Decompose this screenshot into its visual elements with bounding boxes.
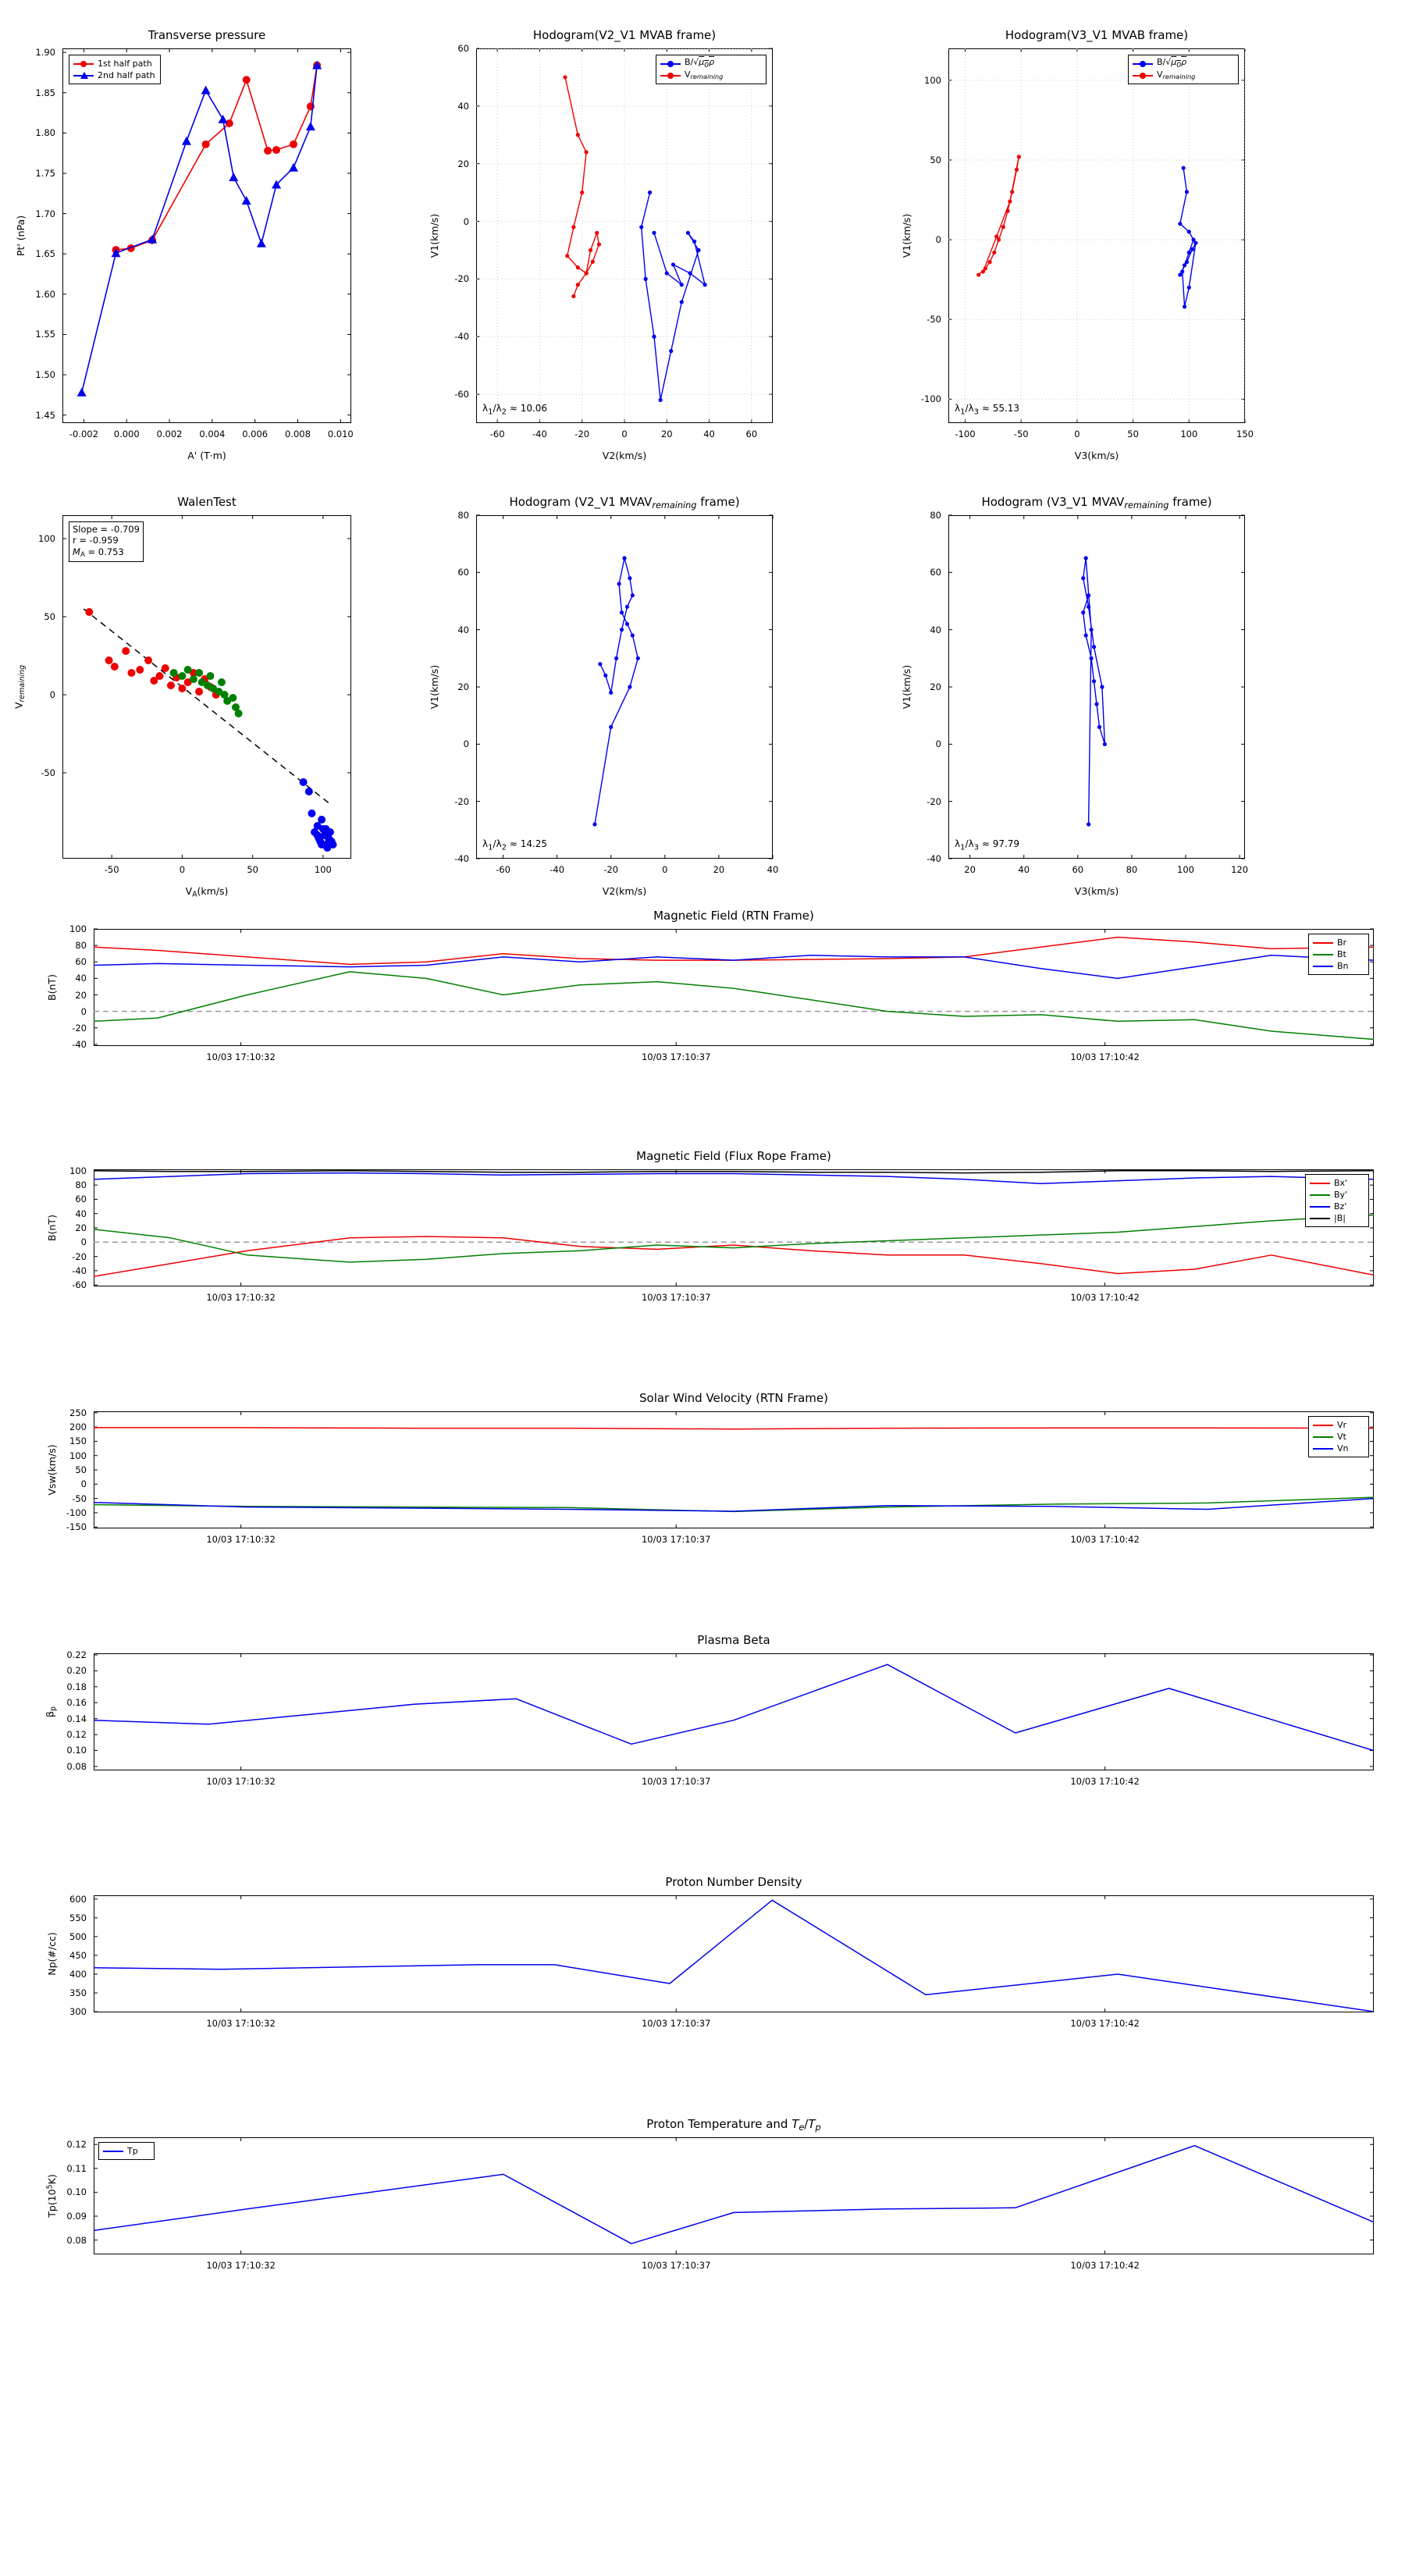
x-tick-label: 100	[314, 864, 332, 875]
y-tick-label: 0	[49, 689, 55, 700]
y-tick-label: 1.80	[35, 127, 55, 139]
x-tick-label: -40	[532, 429, 547, 439]
legend-label: Bn	[1337, 961, 1349, 971]
y-tick-label: 40	[75, 973, 87, 984]
x-axis-label-hodogram_v2v1_mvav: V2(km/s)	[602, 885, 647, 897]
y-tick-label: 60	[75, 956, 87, 968]
y-tick-label: -20	[454, 795, 469, 807]
y-tick-label: 40	[457, 624, 469, 635]
x-tick-label: 0.004	[199, 429, 226, 439]
legend-label: Bt	[1337, 949, 1346, 959]
x-axis-label-walen: $V_A(km/s)$	[185, 885, 229, 899]
y-tick-label: 60	[457, 567, 469, 578]
y-tick-label: 250	[69, 1407, 87, 1418]
chart-title-proton_temperature: Proton Temperature and $T_e/T_p$	[646, 2117, 821, 2133]
y-tick-label: -20	[927, 795, 941, 807]
y-tick-label: 400	[69, 1968, 87, 1980]
chart-title-transverse_pressure: Transverse pressure	[148, 28, 266, 42]
y-tick-label: 0.18	[66, 1681, 87, 1692]
x-tick-label: 40	[1018, 864, 1030, 875]
annotation-hodogram_v3v1_mvab: $\lambda_1/\lambda_3 \approx 55.13$	[955, 403, 1020, 417]
chart-title-plasma_beta: Plasma Beta	[697, 1633, 770, 1647]
x-tick-label: 10/03 17:10:32	[206, 1292, 276, 1303]
y-axis-label-walen: $V_{remaining}$	[12, 664, 27, 710]
x-axis-label-hodogram_v2v1_mvab: V2(km/s)	[602, 450, 647, 461]
y-axis-label-solar_wind_velocity: Vsw(km/s)	[46, 1444, 58, 1496]
y-tick-label: -50	[72, 1493, 87, 1504]
y-tick-label: 20	[457, 158, 469, 169]
x-tick-label: 20	[964, 864, 976, 875]
y-axis-label-proton_temperature: $Tp(10^5K)$	[45, 2174, 58, 2218]
x-tick-label: 10/03 17:10:32	[206, 1776, 276, 1787]
y-tick-label: -100	[66, 1507, 87, 1518]
y-tick-label: -100	[920, 393, 941, 405]
walen-stat: r = -0.959	[73, 535, 119, 546]
y-tick-label: -40	[72, 1038, 87, 1050]
chart-title-walen: WalenTest	[177, 495, 237, 509]
y-tick-label: 100	[69, 1165, 87, 1176]
y-tick-label: 0.08	[66, 1760, 87, 1772]
y-tick-label: -40	[72, 1265, 87, 1276]
x-tick-label: 10/03 17:10:42	[1070, 1292, 1140, 1303]
y-tick-label: 1.75	[35, 168, 55, 179]
x-tick-label: -100	[955, 429, 976, 439]
x-tick-label: 10/03 17:10:37	[641, 2260, 711, 2271]
x-tick-label: 10/03 17:10:32	[206, 2260, 276, 2271]
y-tick-label: 20	[75, 989, 87, 1001]
annotation-hodogram_v2v1_mvav: $\lambda_1/\lambda_2 \approx 14.25$	[482, 838, 548, 852]
y-tick-label: 0	[80, 1005, 87, 1017]
y-tick-label: 60	[930, 567, 941, 578]
legend-label: $V_{remaining}$	[685, 69, 724, 81]
x-tick-label: 0.006	[242, 429, 269, 439]
y-tick-label: 200	[69, 1421, 87, 1433]
x-tick-label: -50	[1013, 429, 1029, 439]
legend-label: |B|	[1334, 1213, 1346, 1223]
y-tick-label: 0	[463, 215, 469, 227]
y-tick-label: 50	[930, 154, 941, 165]
x-axis-label-hodogram_v3v1_mvab: V3(km/s)	[1074, 450, 1119, 461]
y-tick-label: 1.65	[35, 248, 55, 260]
y-tick-label: 0.10	[66, 1745, 87, 1756]
x-tick-label: 0.008	[285, 429, 311, 439]
legend-label: Tp	[127, 2146, 138, 2156]
x-tick-label: -0.002	[69, 429, 98, 439]
x-tick-label: 0	[179, 864, 186, 875]
x-tick-label: 10/03 17:10:42	[1070, 1051, 1140, 1062]
y-tick-label: 1.85	[35, 87, 55, 98]
y-tick-label: 0	[463, 738, 469, 750]
y-tick-label: 100	[924, 74, 941, 86]
y-tick-label: 40	[75, 1208, 87, 1219]
x-tick-label: 80	[1126, 864, 1138, 875]
y-tick-label: 40	[930, 624, 941, 635]
y-tick-label: 0	[80, 1236, 87, 1248]
legend-label: Br	[1337, 938, 1347, 948]
x-tick-label: -60	[489, 429, 505, 439]
x-tick-label: 0	[621, 429, 628, 439]
legend-proton_temperature	[98, 2142, 155, 2160]
y-tick-label: 1.70	[35, 208, 55, 219]
y-tick-label: 1.50	[35, 369, 55, 381]
y-tick-label: 0.09	[66, 2211, 87, 2222]
legend-item	[103, 2145, 150, 2157]
y-axis-label-hodogram_v2v1_mvav: V1(km/s)	[429, 664, 440, 710]
chart-title-hodogram_v2v1_mvav: Hodogram (V2_V1 $MVAV_{remaining}$ frame)	[509, 495, 740, 511]
legend-label: Bz'	[1334, 1201, 1347, 1212]
legend-label: Vt	[1337, 1432, 1346, 1442]
chart-title-magnetic_rtn: Magnetic Field (RTN Frame)	[653, 909, 814, 923]
x-axis-label-hodogram_v3v1_mvav: V3(km/s)	[1074, 885, 1119, 897]
x-tick-label: 0	[662, 864, 668, 875]
x-tick-label: 150	[1236, 429, 1254, 439]
y-tick-label: 0	[935, 234, 941, 246]
x-tick-label: 0.002	[156, 429, 183, 439]
y-tick-label: 50	[44, 611, 55, 622]
legend-label: 2nd half path	[98, 70, 155, 80]
legend-label: Vn	[1337, 1443, 1349, 1453]
y-tick-label: 1.55	[35, 329, 55, 340]
y-axis-label-proton_density: Np(#/cc)	[46, 1932, 58, 1976]
chart-title-proton_density: Proton Number Density	[665, 1875, 802, 1889]
y-tick-label: 1.60	[35, 288, 55, 300]
annotation-hodogram_v3v1_mvav: $\lambda_1/\lambda_3 \approx 97.79$	[955, 838, 1020, 852]
legend-label: Vr	[1337, 1420, 1347, 1430]
y-tick-label: 0	[935, 738, 941, 750]
y-tick-label: 600	[69, 1893, 87, 1905]
y-axis-label-magnetic_rtn: B(nT)	[46, 974, 58, 1001]
y-tick-label: 40	[457, 100, 469, 112]
x-tick-label: -20	[574, 429, 590, 439]
x-tick-label: 20	[660, 429, 673, 439]
y-tick-label: 20	[457, 681, 469, 692]
y-tick-label: 0.12	[66, 1729, 87, 1741]
x-tick-label: -40	[550, 864, 565, 875]
y-tick-label: 0	[80, 1478, 87, 1490]
y-tick-label: 0.20	[66, 1665, 87, 1677]
y-tick-label: 500	[69, 1930, 87, 1942]
x-tick-label: 10/03 17:10:37	[641, 1776, 711, 1787]
y-tick-label: 20	[930, 681, 941, 692]
x-tick-label: 10/03 17:10:42	[1070, 2018, 1140, 2029]
x-tick-label: 10/03 17:10:42	[1070, 1776, 1140, 1787]
y-tick-label: 1.90	[35, 47, 55, 59]
legend-label: $B/√\mu_0\rho$	[685, 57, 715, 70]
x-tick-label: -20	[603, 864, 619, 875]
y-tick-label: 100	[69, 1450, 87, 1461]
y-axis-label-magnetic_fluxrope: B(nT)	[46, 1215, 58, 1241]
y-tick-label: -40	[454, 853, 469, 864]
y-tick-label: -20	[72, 1022, 87, 1034]
chart-title-hodogram_v3v1_mvav: Hodogram (V3_V1 $MVAV_{remaining}$ frame)	[981, 495, 1212, 511]
y-tick-label: -50	[41, 767, 55, 778]
chart-title-hodogram_v2v1_mvab: Hodogram(V2_V1 MVAB frame)	[532, 28, 717, 42]
x-tick-label: 60	[745, 429, 758, 439]
x-tick-label: 10/03 17:10:37	[641, 1051, 711, 1062]
y-tick-label: 1.45	[35, 409, 55, 421]
x-tick-label: 10/03 17:10:32	[206, 1051, 276, 1062]
chart-title-solar_wind_velocity: Solar Wind Velocity (RTN Frame)	[639, 1391, 828, 1405]
y-tick-label: -40	[454, 331, 469, 343]
y-axis-label-hodogram_v3v1_mvab: V1(km/s)	[901, 213, 912, 258]
y-axis-label-plasma_beta: $\beta_p$	[44, 1706, 58, 1717]
legend-label: By'	[1334, 1190, 1348, 1200]
walen-stat: $M_A = 0.753$	[73, 546, 124, 559]
y-tick-label: 100	[38, 533, 55, 544]
y-tick-label: -60	[72, 1279, 87, 1291]
y-tick-label: 300	[69, 2006, 87, 2018]
y-tick-label: 550	[69, 1912, 87, 1923]
y-tick-label: -20	[454, 273, 469, 285]
x-tick-label: 50	[1127, 429, 1139, 439]
y-tick-label: 60	[75, 1194, 87, 1205]
y-tick-label: 0.14	[66, 1713, 87, 1724]
y-tick-label: 100	[69, 923, 87, 934]
x-tick-label: 0.010	[327, 429, 354, 439]
y-tick-label: 80	[75, 940, 87, 952]
x-tick-label: 40	[767, 864, 779, 875]
y-tick-label: 0.22	[66, 1649, 87, 1661]
y-tick-label: 20	[75, 1222, 87, 1233]
x-axis-label-transverse_pressure: A' (T·m)	[187, 450, 226, 461]
x-tick-label: 100	[1177, 864, 1194, 875]
x-tick-label: -60	[496, 864, 510, 875]
x-tick-label: 0.000	[113, 429, 140, 439]
y-tick-label: 0.11	[66, 2162, 87, 2174]
y-tick-label: 450	[69, 1949, 87, 1961]
y-axis-label-transverse_pressure: Pt' (nPa)	[15, 215, 27, 257]
x-tick-label: 60	[1072, 864, 1084, 875]
y-tick-label: 0.10	[66, 2186, 87, 2198]
y-tick-label: -60	[454, 389, 469, 400]
y-axis-label-hodogram_v3v1_mvav: V1(km/s)	[901, 664, 912, 710]
x-tick-label: 10/03 17:10:32	[206, 1534, 276, 1545]
x-tick-label: 100	[1180, 429, 1198, 439]
x-tick-label: 10/03 17:10:32	[206, 2018, 276, 2029]
x-tick-label: 120	[1231, 864, 1249, 875]
walen-stat: Slope = -0.709	[73, 524, 140, 535]
y-tick-label: 350	[69, 1987, 87, 1998]
y-tick-label: 80	[75, 1179, 87, 1191]
x-tick-label: 10/03 17:10:37	[641, 1534, 711, 1545]
legend-label: Bx'	[1334, 1178, 1348, 1188]
legend-label: $B/√\mu_0\rho$	[1157, 57, 1187, 70]
x-tick-label: 0	[1074, 429, 1080, 439]
x-tick-label: -50	[104, 864, 119, 875]
y-tick-label: 150	[69, 1436, 87, 1447]
x-tick-label: 10/03 17:10:37	[641, 1292, 711, 1303]
x-tick-label: 40	[703, 429, 715, 439]
y-tick-label: -40	[927, 853, 941, 864]
legend-label: 1st half path	[98, 59, 152, 69]
y-axis-label-hodogram_v2v1_mvab: V1(km/s)	[429, 213, 440, 258]
y-tick-label: 0.16	[66, 1697, 87, 1709]
y-tick-label: 80	[930, 510, 941, 521]
y-tick-label: 60	[457, 43, 469, 54]
annotation-hodogram_v2v1_mvab: $\lambda_1/\lambda_2 \approx 10.06$	[482, 403, 548, 417]
y-tick-label: -150	[66, 1521, 87, 1533]
y-tick-label: -50	[927, 314, 941, 326]
y-tick-label: 50	[75, 1464, 87, 1475]
chart-title-magnetic_fluxrope: Magnetic Field (Flux Rope Frame)	[636, 1149, 831, 1163]
y-tick-label: 80	[457, 510, 469, 521]
x-tick-label: 10/03 17:10:42	[1070, 2260, 1140, 2271]
legend-label: $V_{remaining}$	[1157, 69, 1196, 81]
series-line	[94, 2146, 1374, 2244]
legend-swatch	[103, 2151, 123, 2152]
x-tick-label: 10/03 17:10:37	[641, 2018, 711, 2029]
y-tick-label: 0.12	[66, 2139, 87, 2151]
x-tick-label: 50	[247, 864, 258, 875]
x-tick-label: 20	[713, 864, 725, 875]
chart-title-hodogram_v3v1_mvab: Hodogram(V3_V1 MVAB frame)	[1005, 28, 1189, 42]
y-tick-label: 0.08	[66, 2234, 87, 2246]
y-tick-label: -20	[72, 1251, 87, 1262]
x-tick-label: 10/03 17:10:42	[1070, 1534, 1140, 1545]
